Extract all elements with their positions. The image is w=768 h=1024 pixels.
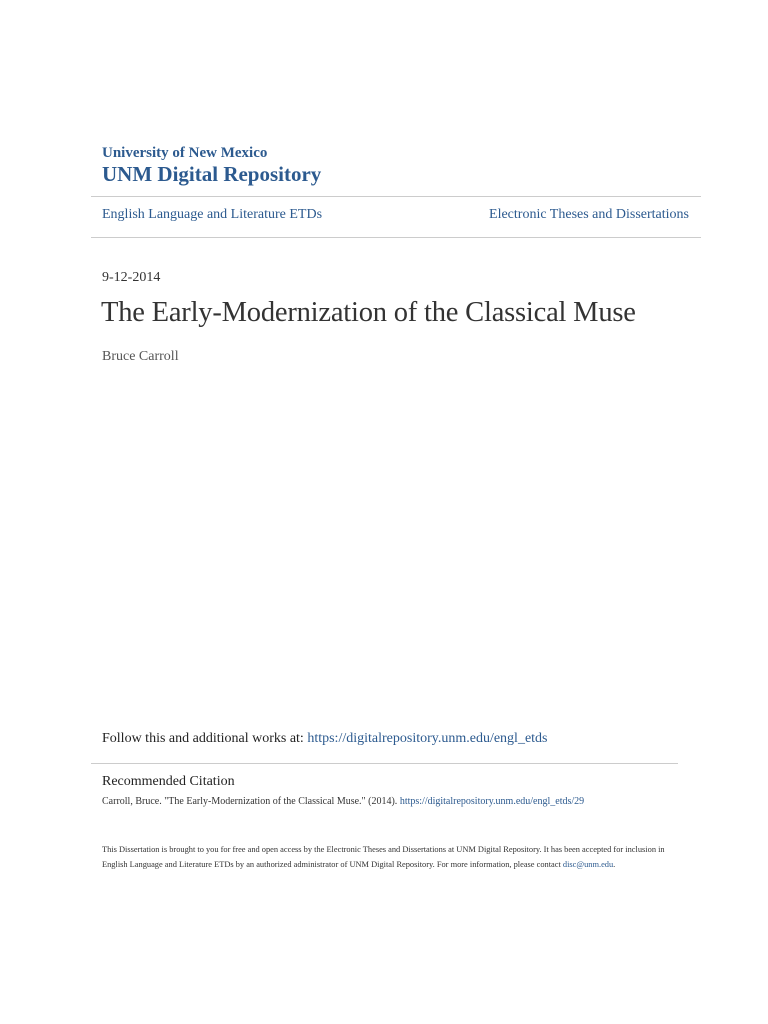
- notice-body: This Dissertation is brought to you for free and open access by the Electronic Theses and Dissertations at UNM Digital Repository. It has been accepted for inclusion in English Language and Literature ETDs by an authorized administrator of UNM Digital Repository. For more information, please contact: [102, 845, 665, 869]
- follow-link[interactable]: https://digitalrepository.unm.edu/engl_etds: [307, 731, 548, 746]
- document-title: The Early-Modernization of the Classical Muse: [101, 297, 636, 328]
- header-divider-bottom: [91, 237, 701, 238]
- author-name: Bruce Carroll: [102, 349, 179, 364]
- university-link[interactable]: University of New Mexico: [102, 145, 268, 161]
- citation-link[interactable]: https://digitalrepository.unm.edu/engl_etds/29: [399, 796, 585, 807]
- collection-link[interactable]: English Language and Literature ETDs: [102, 207, 323, 222]
- notice-end: .: [613, 860, 616, 869]
- contact-email-link[interactable]: disc@unm.edu: [562, 860, 614, 869]
- citation-text: [102, 796, 584, 807]
- header-divider-top: [91, 196, 701, 197]
- citation-divider: [91, 763, 678, 764]
- follow-label: Follow this and additional works at:: [102, 731, 308, 746]
- citation-body: Carroll, Bruce. "The Early-Modernization of the Classical Muse." (2014).: [102, 796, 400, 807]
- repository-header: [102, 144, 702, 186]
- follow-line: [102, 731, 548, 747]
- recommended-citation-heading: Recommended Citation: [102, 774, 235, 789]
- series-link[interactable]: Electronic Theses and Dissertations: [489, 207, 689, 222]
- repository-link[interactable]: UNM Digital Repository: [102, 162, 322, 186]
- access-notice: [102, 842, 682, 872]
- publication-date: 9-12-2014: [102, 270, 161, 285]
